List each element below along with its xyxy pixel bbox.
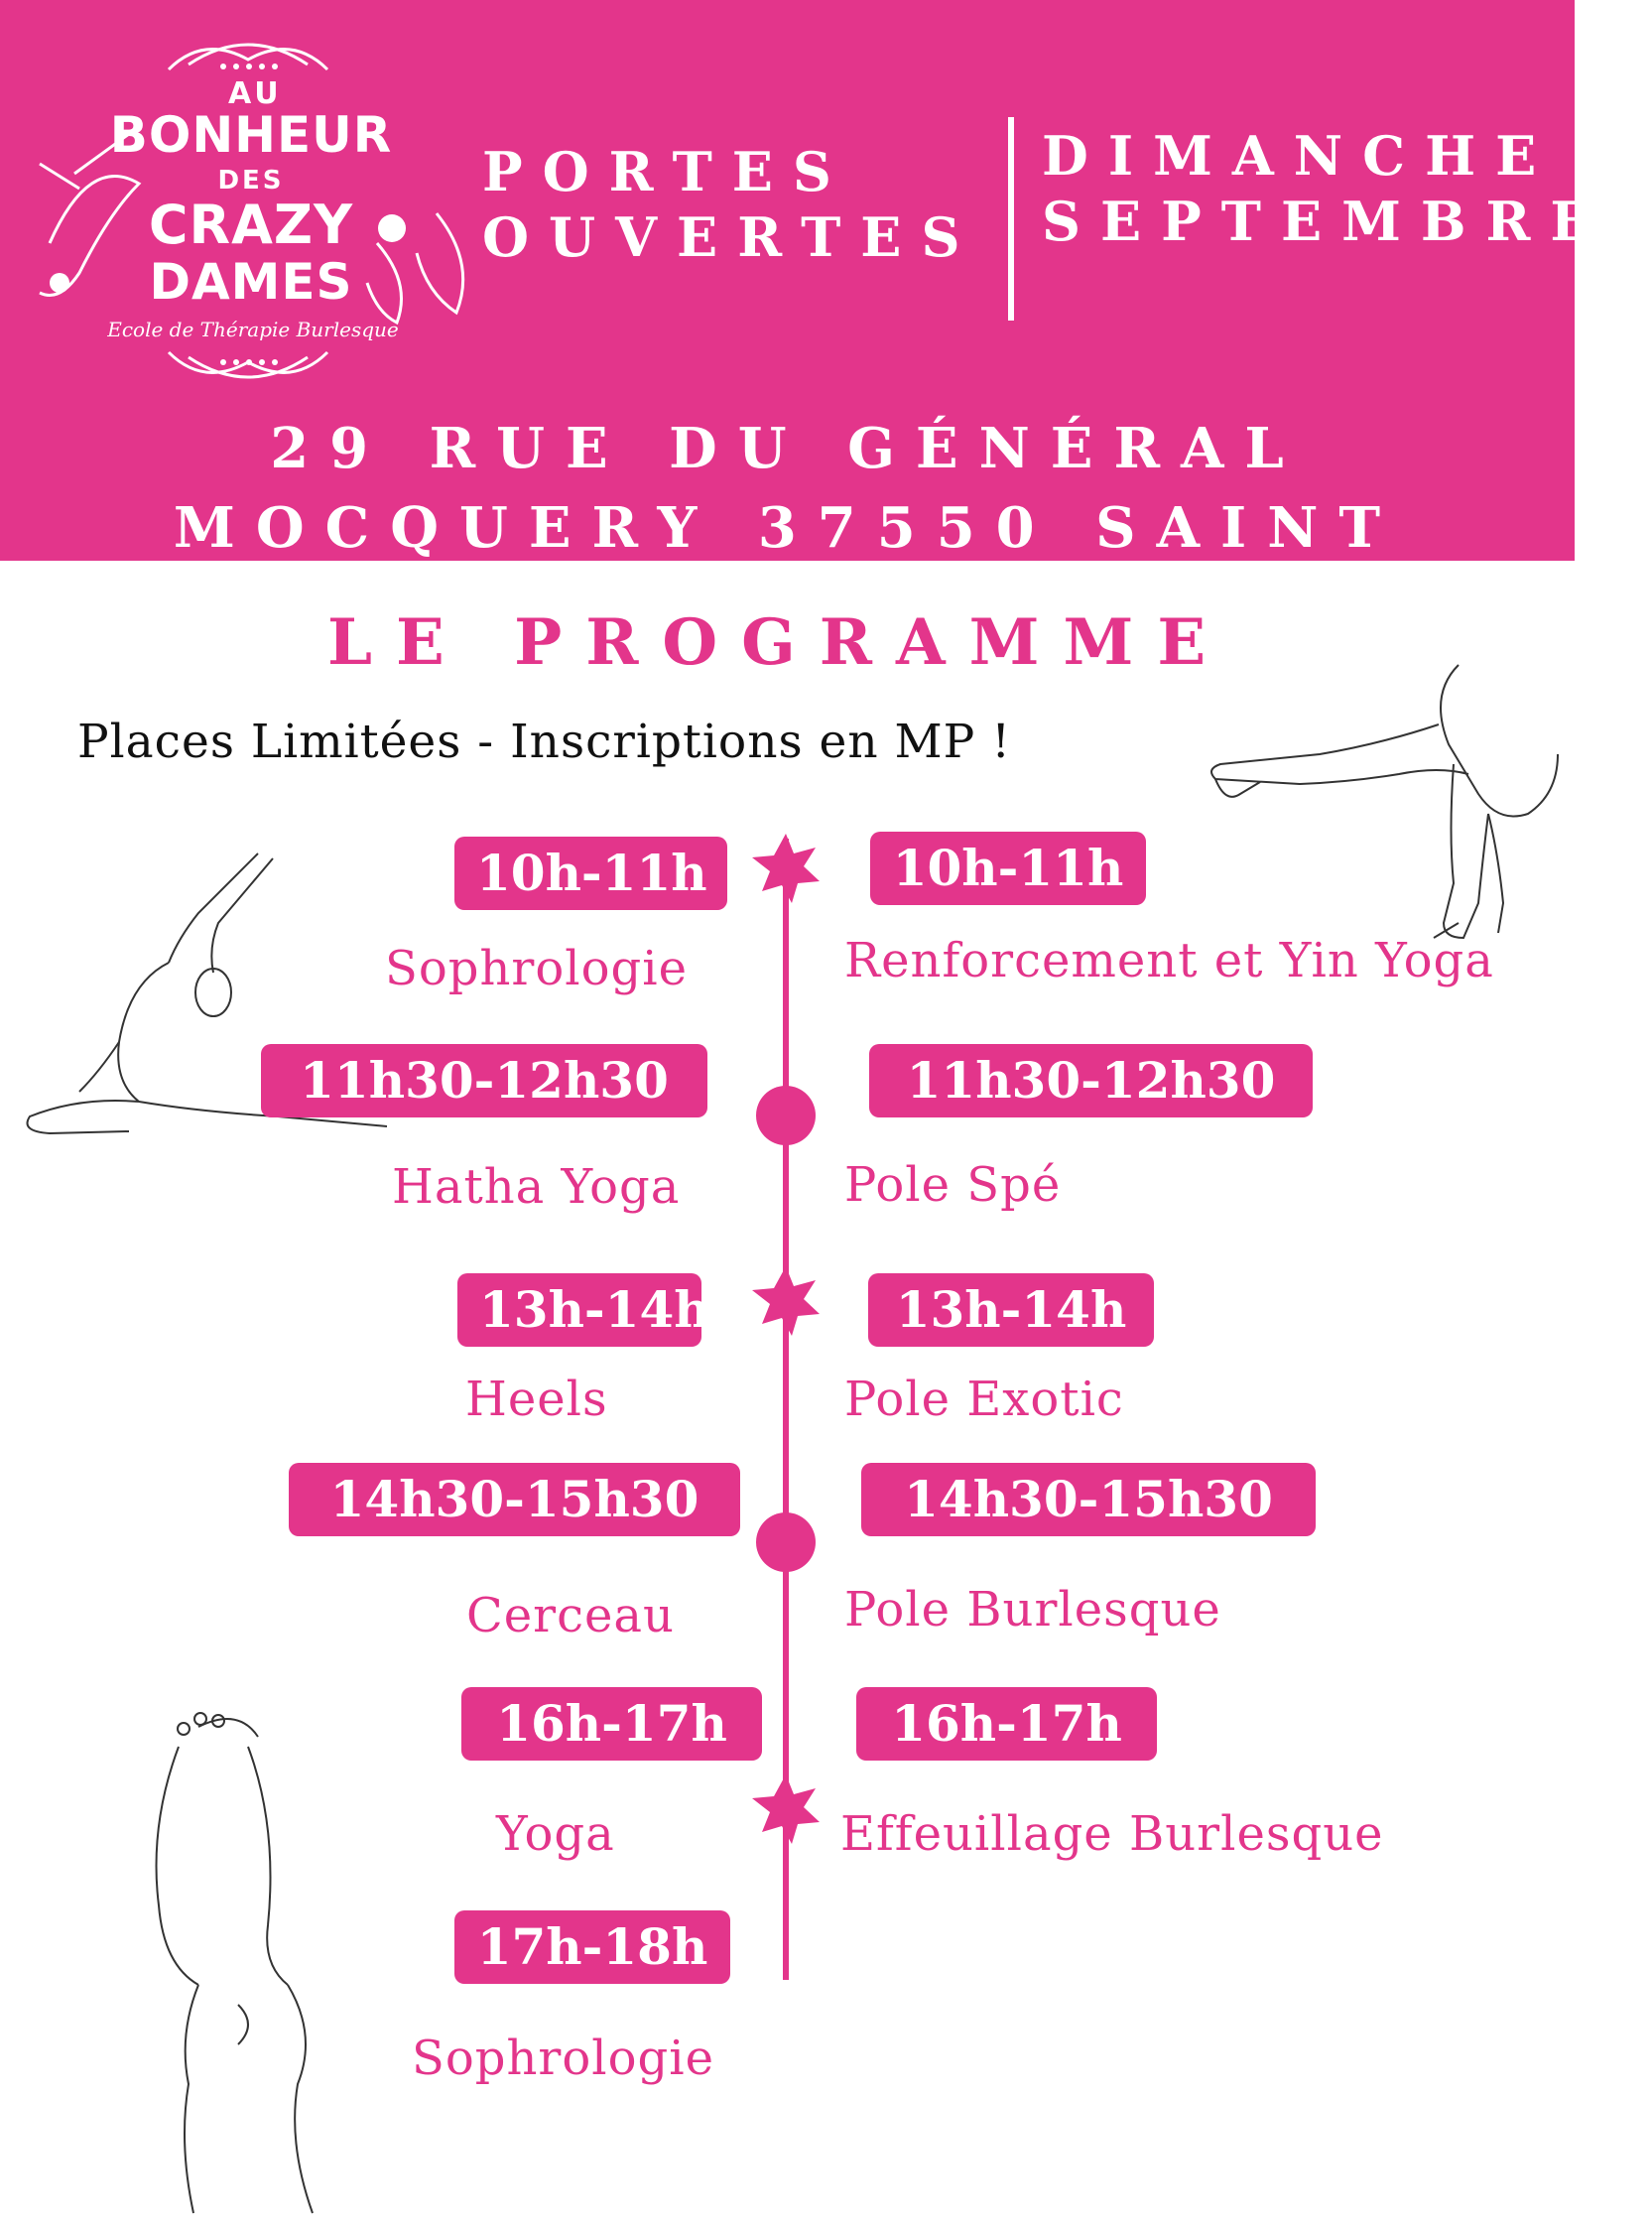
right-slot-4-activity: Pole Burlesque: [844, 1582, 1221, 1638]
event-date: [1042, 123, 1652, 254]
star-marker-icon: [746, 1774, 826, 1844]
logo-text-au: AU: [228, 76, 283, 111]
left-slot-6-activity: Sophrologie: [412, 2031, 714, 2086]
left-slot-6-time: 17h-18h: [454, 1910, 730, 1984]
right-slot-4-time: 14h30-15h30: [861, 1463, 1316, 1536]
event-title-line2: OUVERTES: [482, 205, 980, 269]
event-title-line1: PORTES: [482, 140, 851, 203]
left-slot-5-activity: Yoga: [496, 1806, 615, 1862]
logo-text-crazy: CRAZY: [148, 194, 354, 256]
left-slot-2-activity: Hatha Yoga: [392, 1159, 681, 1215]
star-marker-icon: [746, 1266, 826, 1336]
legs-heels-icon: [1201, 655, 1568, 943]
right-slot-1-time: 10h-11h: [870, 832, 1146, 905]
school-logo: [20, 15, 476, 402]
star-marker-icon: [746, 834, 826, 903]
program-title: LE PROGRAMME: [327, 605, 1230, 680]
dot-marker-icon: [754, 1510, 818, 1574]
left-slot-1-time: 10h-11h: [454, 837, 727, 910]
logo-text-bonheur: BONHEUR: [109, 106, 393, 164]
event-date-line1: DIMANCHE 7: [1042, 124, 1652, 188]
left-slot-4-time: 14h30-15h30: [289, 1463, 740, 1536]
left-slot-5-time: 16h-17h: [461, 1687, 762, 1761]
event-date-line2: SEPTEMBRE: [1042, 190, 1611, 253]
address-line1: 29 RUE DU GÉNÉRAL: [270, 416, 1305, 481]
program-subtitle: Places Limitées - Inscriptions en MP !: [77, 715, 1012, 769]
logo-text-dames: DAMES: [149, 253, 353, 311]
woman-figure-icon: [139, 1707, 337, 2223]
dot-marker-icon: [754, 1084, 818, 1147]
right-slot-2-activity: Pole Spé: [844, 1157, 1062, 1213]
left-slot-3-time: 13h-14h: [457, 1273, 701, 1347]
header-banner: [0, 0, 1652, 561]
event-address: [0, 409, 1575, 568]
event-title: [482, 139, 979, 270]
left-slot-4-activity: Cerceau: [466, 1588, 675, 1643]
left-slot-1-activity: Sophrologie: [385, 941, 688, 996]
right-slot-5-activity: Effeuillage Burlesque: [840, 1806, 1384, 1862]
logo-tagline: Ecole de Thérapie Burlesque: [107, 318, 399, 341]
address-line2: MOCQUERY 37550 SAINT: [173, 495, 1402, 561]
left-slot-2-time: 11h30-12h30: [261, 1044, 707, 1117]
right-slot-3-time: 13h-14h: [868, 1273, 1154, 1347]
header-divider: [1008, 117, 1014, 321]
right-slot-3-activity: Pole Exotic: [844, 1372, 1124, 1427]
left-slot-3-activity: Heels: [465, 1372, 608, 1427]
right-slot-5-time: 16h-17h: [856, 1687, 1157, 1761]
right-slot-1-activity: Renforcement et Yin Yoga: [844, 933, 1494, 988]
logo-text-des: DES: [217, 166, 285, 196]
right-slot-2-time: 11h30-12h30: [869, 1044, 1313, 1117]
